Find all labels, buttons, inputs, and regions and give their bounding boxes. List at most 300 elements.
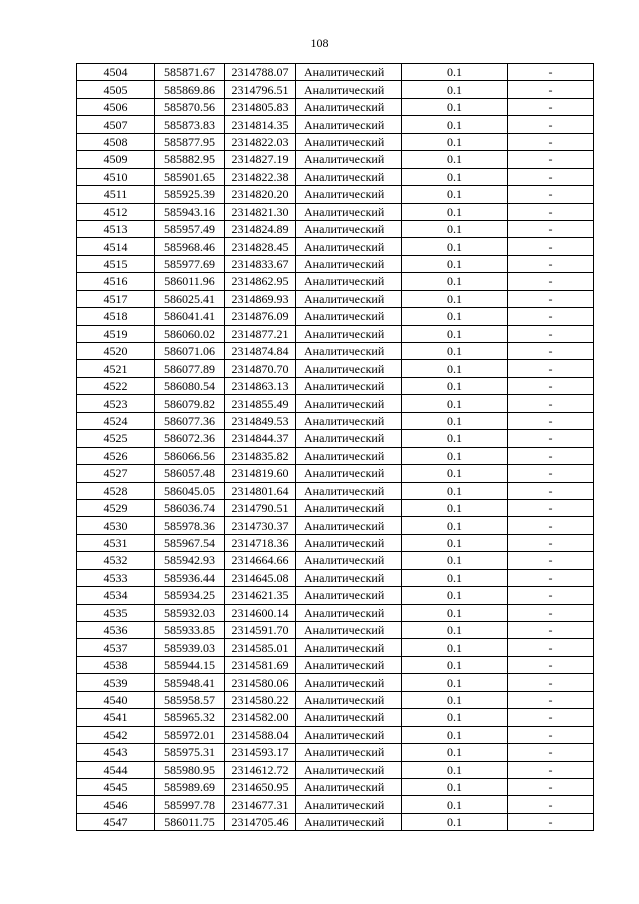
note-cell: - bbox=[508, 569, 594, 586]
accuracy-cell: 0.1 bbox=[402, 604, 508, 621]
method-cell: Аналитический bbox=[296, 726, 402, 743]
method-cell: Аналитический bbox=[296, 656, 402, 673]
accuracy-cell: 0.1 bbox=[402, 691, 508, 708]
accuracy-cell: 0.1 bbox=[402, 412, 508, 429]
accuracy-cell: 0.1 bbox=[402, 465, 508, 482]
method-cell: Аналитический bbox=[296, 569, 402, 586]
x-coordinate-cell: 585965.32 bbox=[155, 709, 225, 726]
note-cell: - bbox=[508, 447, 594, 464]
note-cell: - bbox=[508, 813, 594, 830]
point-number-cell: 4542 bbox=[77, 726, 155, 743]
method-cell: Аналитический bbox=[296, 395, 402, 412]
point-number-cell: 4547 bbox=[77, 813, 155, 830]
x-coordinate-cell: 586057.48 bbox=[155, 465, 225, 482]
y-coordinate-cell: 2314582.00 bbox=[225, 709, 296, 726]
table-row bbox=[77, 656, 594, 673]
note-cell: - bbox=[508, 517, 594, 534]
x-coordinate-cell: 586077.89 bbox=[155, 360, 225, 377]
note-cell: - bbox=[508, 552, 594, 569]
x-coordinate-cell: 585873.83 bbox=[155, 116, 225, 133]
accuracy-cell: 0.1 bbox=[402, 220, 508, 237]
y-coordinate-cell: 2314801.64 bbox=[225, 482, 296, 499]
table-row bbox=[77, 168, 594, 185]
table-row bbox=[77, 98, 594, 115]
table-row bbox=[77, 308, 594, 325]
accuracy-cell: 0.1 bbox=[402, 656, 508, 673]
table-row bbox=[77, 255, 594, 272]
y-coordinate-cell: 2314844.37 bbox=[225, 430, 296, 447]
method-cell: Аналитический bbox=[296, 98, 402, 115]
y-coordinate-cell: 2314650.95 bbox=[225, 778, 296, 795]
table-row bbox=[77, 186, 594, 203]
note-cell: - bbox=[508, 151, 594, 168]
note-cell: - bbox=[508, 482, 594, 499]
method-cell: Аналитический bbox=[296, 360, 402, 377]
point-number-cell: 4530 bbox=[77, 517, 155, 534]
y-coordinate-cell: 2314877.21 bbox=[225, 325, 296, 342]
point-number-cell: 4510 bbox=[77, 168, 155, 185]
x-coordinate-cell: 586011.96 bbox=[155, 273, 225, 290]
table-row bbox=[77, 709, 594, 726]
note-cell: - bbox=[508, 761, 594, 778]
note-cell: - bbox=[508, 360, 594, 377]
y-coordinate-cell: 2314677.31 bbox=[225, 796, 296, 813]
accuracy-cell: 0.1 bbox=[402, 290, 508, 307]
note-cell: - bbox=[508, 622, 594, 639]
point-number-cell: 4506 bbox=[77, 98, 155, 115]
table-row bbox=[77, 534, 594, 551]
x-coordinate-cell: 586060.02 bbox=[155, 325, 225, 342]
method-cell: Аналитический bbox=[296, 587, 402, 604]
y-coordinate-cell: 2314645.08 bbox=[225, 569, 296, 586]
table-row bbox=[77, 465, 594, 482]
note-cell: - bbox=[508, 465, 594, 482]
x-coordinate-cell: 585968.46 bbox=[155, 238, 225, 255]
point-number-cell: 4543 bbox=[77, 744, 155, 761]
note-cell: - bbox=[508, 290, 594, 307]
point-number-cell: 4529 bbox=[77, 499, 155, 516]
table-row bbox=[77, 482, 594, 499]
point-number-cell: 4517 bbox=[77, 290, 155, 307]
x-coordinate-cell: 585997.78 bbox=[155, 796, 225, 813]
y-coordinate-cell: 2314718.36 bbox=[225, 534, 296, 551]
x-coordinate-cell: 585939.03 bbox=[155, 639, 225, 656]
method-cell: Аналитический bbox=[296, 238, 402, 255]
note-cell: - bbox=[508, 709, 594, 726]
point-number-cell: 4514 bbox=[77, 238, 155, 255]
point-number-cell: 4520 bbox=[77, 343, 155, 360]
point-number-cell: 4544 bbox=[77, 761, 155, 778]
y-coordinate-cell: 2314874.84 bbox=[225, 343, 296, 360]
table-row bbox=[77, 639, 594, 656]
method-cell: Аналитический bbox=[296, 343, 402, 360]
point-number-cell: 4512 bbox=[77, 203, 155, 220]
x-coordinate-cell: 585870.56 bbox=[155, 98, 225, 115]
table-row bbox=[77, 116, 594, 133]
table-row bbox=[77, 412, 594, 429]
point-number-cell: 4524 bbox=[77, 412, 155, 429]
point-number-cell: 4519 bbox=[77, 325, 155, 342]
x-coordinate-cell: 585957.49 bbox=[155, 220, 225, 237]
table-row bbox=[77, 674, 594, 691]
y-coordinate-cell: 2314621.35 bbox=[225, 587, 296, 604]
note-cell: - bbox=[508, 796, 594, 813]
table-row bbox=[77, 726, 594, 743]
method-cell: Аналитический bbox=[296, 81, 402, 98]
point-number-cell: 4521 bbox=[77, 360, 155, 377]
x-coordinate-cell: 585972.01 bbox=[155, 726, 225, 743]
table-row bbox=[77, 377, 594, 394]
x-coordinate-cell: 585925.39 bbox=[155, 186, 225, 203]
y-coordinate-cell: 2314588.04 bbox=[225, 726, 296, 743]
method-cell: Аналитический bbox=[296, 168, 402, 185]
method-cell: Аналитический bbox=[296, 761, 402, 778]
accuracy-cell: 0.1 bbox=[402, 377, 508, 394]
table-row bbox=[77, 360, 594, 377]
y-coordinate-cell: 2314835.82 bbox=[225, 447, 296, 464]
point-number-cell: 4534 bbox=[77, 587, 155, 604]
y-coordinate-cell: 2314790.51 bbox=[225, 499, 296, 516]
note-cell: - bbox=[508, 534, 594, 551]
table-row bbox=[77, 430, 594, 447]
note-cell: - bbox=[508, 238, 594, 255]
table-row bbox=[77, 587, 594, 604]
note-cell: - bbox=[508, 639, 594, 656]
method-cell: Аналитический bbox=[296, 534, 402, 551]
x-coordinate-cell: 586045.05 bbox=[155, 482, 225, 499]
note-cell: - bbox=[508, 656, 594, 673]
method-cell: Аналитический bbox=[296, 151, 402, 168]
x-coordinate-cell: 585958.57 bbox=[155, 691, 225, 708]
note-cell: - bbox=[508, 220, 594, 237]
y-coordinate-cell: 2314855.49 bbox=[225, 395, 296, 412]
accuracy-cell: 0.1 bbox=[402, 308, 508, 325]
y-coordinate-cell: 2314828.45 bbox=[225, 238, 296, 255]
y-coordinate-cell: 2314819.60 bbox=[225, 465, 296, 482]
note-cell: - bbox=[508, 64, 594, 81]
note-cell: - bbox=[508, 430, 594, 447]
note-cell: - bbox=[508, 308, 594, 325]
point-number-cell: 4541 bbox=[77, 709, 155, 726]
table-row bbox=[77, 778, 594, 795]
y-coordinate-cell: 2314612.72 bbox=[225, 761, 296, 778]
x-coordinate-cell: 585936.44 bbox=[155, 569, 225, 586]
table-row bbox=[77, 744, 594, 761]
accuracy-cell: 0.1 bbox=[402, 499, 508, 516]
point-number-cell: 4536 bbox=[77, 622, 155, 639]
accuracy-cell: 0.1 bbox=[402, 116, 508, 133]
note-cell: - bbox=[508, 325, 594, 342]
note-cell: - bbox=[508, 273, 594, 290]
x-coordinate-cell: 585948.41 bbox=[155, 674, 225, 691]
method-cell: Аналитический bbox=[296, 377, 402, 394]
y-coordinate-cell: 2314730.37 bbox=[225, 517, 296, 534]
table-row bbox=[77, 499, 594, 516]
x-coordinate-cell: 585942.93 bbox=[155, 552, 225, 569]
table-row bbox=[77, 151, 594, 168]
y-coordinate-cell: 2314870.70 bbox=[225, 360, 296, 377]
table-row bbox=[77, 203, 594, 220]
x-coordinate-cell: 586036.74 bbox=[155, 499, 225, 516]
accuracy-cell: 0.1 bbox=[402, 569, 508, 586]
accuracy-cell: 0.1 bbox=[402, 726, 508, 743]
accuracy-cell: 0.1 bbox=[402, 674, 508, 691]
x-coordinate-cell: 585980.95 bbox=[155, 761, 225, 778]
table-row bbox=[77, 447, 594, 464]
x-coordinate-cell: 586041.41 bbox=[155, 308, 225, 325]
point-number-cell: 4526 bbox=[77, 447, 155, 464]
x-coordinate-cell: 585934.25 bbox=[155, 587, 225, 604]
point-number-cell: 4525 bbox=[77, 430, 155, 447]
x-coordinate-cell: 585944.15 bbox=[155, 656, 225, 673]
x-coordinate-cell: 586071.06 bbox=[155, 343, 225, 360]
method-cell: Аналитический bbox=[296, 447, 402, 464]
x-coordinate-cell: 586066.56 bbox=[155, 447, 225, 464]
x-coordinate-cell: 585943.16 bbox=[155, 203, 225, 220]
method-cell: Аналитический bbox=[296, 639, 402, 656]
y-coordinate-cell: 2314581.69 bbox=[225, 656, 296, 673]
y-coordinate-cell: 2314805.83 bbox=[225, 98, 296, 115]
method-cell: Аналитический bbox=[296, 604, 402, 621]
y-coordinate-cell: 2314822.38 bbox=[225, 168, 296, 185]
method-cell: Аналитический bbox=[296, 744, 402, 761]
x-coordinate-cell: 585871.67 bbox=[155, 64, 225, 81]
point-number-cell: 4545 bbox=[77, 778, 155, 795]
point-number-cell: 4535 bbox=[77, 604, 155, 621]
table-row bbox=[77, 238, 594, 255]
point-number-cell: 4537 bbox=[77, 639, 155, 656]
note-cell: - bbox=[508, 674, 594, 691]
x-coordinate-cell: 586072.36 bbox=[155, 430, 225, 447]
point-number-cell: 4540 bbox=[77, 691, 155, 708]
note-cell: - bbox=[508, 744, 594, 761]
accuracy-cell: 0.1 bbox=[402, 761, 508, 778]
x-coordinate-cell: 586077.36 bbox=[155, 412, 225, 429]
table-row bbox=[77, 64, 594, 81]
y-coordinate-cell: 2314862.95 bbox=[225, 273, 296, 290]
y-coordinate-cell: 2314814.35 bbox=[225, 116, 296, 133]
coordinates-table bbox=[76, 63, 594, 831]
point-number-cell: 4504 bbox=[77, 64, 155, 81]
method-cell: Аналитический bbox=[296, 778, 402, 795]
y-coordinate-cell: 2314876.09 bbox=[225, 308, 296, 325]
x-coordinate-cell: 585978.36 bbox=[155, 517, 225, 534]
method-cell: Аналитический bbox=[296, 517, 402, 534]
table-row bbox=[77, 133, 594, 150]
accuracy-cell: 0.1 bbox=[402, 186, 508, 203]
accuracy-cell: 0.1 bbox=[402, 255, 508, 272]
y-coordinate-cell: 2314833.67 bbox=[225, 255, 296, 272]
point-number-cell: 4539 bbox=[77, 674, 155, 691]
y-coordinate-cell: 2314585.01 bbox=[225, 639, 296, 656]
accuracy-cell: 0.1 bbox=[402, 744, 508, 761]
method-cell: Аналитический bbox=[296, 220, 402, 237]
method-cell: Аналитический bbox=[296, 499, 402, 516]
table-row bbox=[77, 220, 594, 237]
accuracy-cell: 0.1 bbox=[402, 203, 508, 220]
table-row bbox=[77, 343, 594, 360]
accuracy-cell: 0.1 bbox=[402, 709, 508, 726]
method-cell: Аналитический bbox=[296, 482, 402, 499]
note-cell: - bbox=[508, 499, 594, 516]
table-row bbox=[77, 81, 594, 98]
method-cell: Аналитический bbox=[296, 709, 402, 726]
accuracy-cell: 0.1 bbox=[402, 552, 508, 569]
table-row bbox=[77, 761, 594, 778]
page-number: 108 bbox=[310, 36, 329, 50]
x-coordinate-cell: 585869.86 bbox=[155, 81, 225, 98]
y-coordinate-cell: 2314796.51 bbox=[225, 81, 296, 98]
y-coordinate-cell: 2314863.13 bbox=[225, 377, 296, 394]
method-cell: Аналитический bbox=[296, 116, 402, 133]
point-number-cell: 4515 bbox=[77, 255, 155, 272]
point-number-cell: 4532 bbox=[77, 552, 155, 569]
accuracy-cell: 0.1 bbox=[402, 395, 508, 412]
note-cell: - bbox=[508, 778, 594, 795]
note-cell: - bbox=[508, 412, 594, 429]
x-coordinate-cell: 585977.69 bbox=[155, 255, 225, 272]
y-coordinate-cell: 2314580.06 bbox=[225, 674, 296, 691]
note-cell: - bbox=[508, 203, 594, 220]
x-coordinate-cell: 585882.95 bbox=[155, 151, 225, 168]
table-row bbox=[77, 813, 594, 830]
point-number-cell: 4507 bbox=[77, 116, 155, 133]
note-cell: - bbox=[508, 377, 594, 394]
accuracy-cell: 0.1 bbox=[402, 98, 508, 115]
method-cell: Аналитический bbox=[296, 552, 402, 569]
method-cell: Аналитический bbox=[296, 64, 402, 81]
x-coordinate-cell: 586025.41 bbox=[155, 290, 225, 307]
accuracy-cell: 0.1 bbox=[402, 238, 508, 255]
accuracy-cell: 0.1 bbox=[402, 517, 508, 534]
method-cell: Аналитический bbox=[296, 290, 402, 307]
y-coordinate-cell: 2314600.14 bbox=[225, 604, 296, 621]
method-cell: Аналитический bbox=[296, 412, 402, 429]
y-coordinate-cell: 2314869.93 bbox=[225, 290, 296, 307]
x-coordinate-cell: 586011.75 bbox=[155, 813, 225, 830]
point-number-cell: 4516 bbox=[77, 273, 155, 290]
method-cell: Аналитический bbox=[296, 674, 402, 691]
method-cell: Аналитический bbox=[296, 186, 402, 203]
note-cell: - bbox=[508, 395, 594, 412]
note-cell: - bbox=[508, 726, 594, 743]
table-body bbox=[77, 64, 594, 831]
note-cell: - bbox=[508, 691, 594, 708]
accuracy-cell: 0.1 bbox=[402, 430, 508, 447]
point-number-cell: 4505 bbox=[77, 81, 155, 98]
accuracy-cell: 0.1 bbox=[402, 447, 508, 464]
accuracy-cell: 0.1 bbox=[402, 64, 508, 81]
point-number-cell: 4522 bbox=[77, 377, 155, 394]
x-coordinate-cell: 585975.31 bbox=[155, 744, 225, 761]
x-coordinate-cell: 585932.03 bbox=[155, 604, 225, 621]
note-cell: - bbox=[508, 116, 594, 133]
method-cell: Аналитический bbox=[296, 465, 402, 482]
method-cell: Аналитический bbox=[296, 203, 402, 220]
x-coordinate-cell: 585989.69 bbox=[155, 778, 225, 795]
y-coordinate-cell: 2314580.22 bbox=[225, 691, 296, 708]
accuracy-cell: 0.1 bbox=[402, 325, 508, 342]
point-number-cell: 4509 bbox=[77, 151, 155, 168]
method-cell: Аналитический bbox=[296, 430, 402, 447]
note-cell: - bbox=[508, 255, 594, 272]
table-row bbox=[77, 796, 594, 813]
method-cell: Аналитический bbox=[296, 308, 402, 325]
table-row bbox=[77, 395, 594, 412]
point-number-cell: 4531 bbox=[77, 534, 155, 551]
table-row bbox=[77, 290, 594, 307]
table-row bbox=[77, 569, 594, 586]
accuracy-cell: 0.1 bbox=[402, 273, 508, 290]
note-cell: - bbox=[508, 81, 594, 98]
y-coordinate-cell: 2314591.70 bbox=[225, 622, 296, 639]
x-coordinate-cell: 585901.65 bbox=[155, 168, 225, 185]
table-row bbox=[77, 604, 594, 621]
accuracy-cell: 0.1 bbox=[402, 133, 508, 150]
accuracy-cell: 0.1 bbox=[402, 778, 508, 795]
accuracy-cell: 0.1 bbox=[402, 813, 508, 830]
y-coordinate-cell: 2314849.53 bbox=[225, 412, 296, 429]
point-number-cell: 4511 bbox=[77, 186, 155, 203]
point-number-cell: 4508 bbox=[77, 133, 155, 150]
accuracy-cell: 0.1 bbox=[402, 796, 508, 813]
point-number-cell: 4527 bbox=[77, 465, 155, 482]
note-cell: - bbox=[508, 186, 594, 203]
accuracy-cell: 0.1 bbox=[402, 534, 508, 551]
method-cell: Аналитический bbox=[296, 255, 402, 272]
point-number-cell: 4533 bbox=[77, 569, 155, 586]
point-number-cell: 4513 bbox=[77, 220, 155, 237]
y-coordinate-cell: 2314820.20 bbox=[225, 186, 296, 203]
accuracy-cell: 0.1 bbox=[402, 482, 508, 499]
y-coordinate-cell: 2314705.46 bbox=[225, 813, 296, 830]
table-row bbox=[77, 273, 594, 290]
table-row bbox=[77, 325, 594, 342]
accuracy-cell: 0.1 bbox=[402, 639, 508, 656]
method-cell: Аналитический bbox=[296, 273, 402, 290]
x-coordinate-cell: 586080.54 bbox=[155, 377, 225, 394]
y-coordinate-cell: 2314593.17 bbox=[225, 744, 296, 761]
y-coordinate-cell: 2314824.89 bbox=[225, 220, 296, 237]
x-coordinate-cell: 585933.85 bbox=[155, 622, 225, 639]
y-coordinate-cell: 2314664.66 bbox=[225, 552, 296, 569]
point-number-cell: 4528 bbox=[77, 482, 155, 499]
accuracy-cell: 0.1 bbox=[402, 81, 508, 98]
accuracy-cell: 0.1 bbox=[402, 360, 508, 377]
method-cell: Аналитический bbox=[296, 813, 402, 830]
note-cell: - bbox=[508, 133, 594, 150]
y-coordinate-cell: 2314821.30 bbox=[225, 203, 296, 220]
point-number-cell: 4538 bbox=[77, 656, 155, 673]
accuracy-cell: 0.1 bbox=[402, 343, 508, 360]
table-row bbox=[77, 691, 594, 708]
x-coordinate-cell: 586079.82 bbox=[155, 395, 225, 412]
accuracy-cell: 0.1 bbox=[402, 622, 508, 639]
x-coordinate-cell: 585967.54 bbox=[155, 534, 225, 551]
method-cell: Аналитический bbox=[296, 133, 402, 150]
point-number-cell: 4546 bbox=[77, 796, 155, 813]
note-cell: - bbox=[508, 98, 594, 115]
accuracy-cell: 0.1 bbox=[402, 587, 508, 604]
method-cell: Аналитический bbox=[296, 622, 402, 639]
note-cell: - bbox=[508, 587, 594, 604]
y-coordinate-cell: 2314822.03 bbox=[225, 133, 296, 150]
method-cell: Аналитический bbox=[296, 325, 402, 342]
note-cell: - bbox=[508, 604, 594, 621]
accuracy-cell: 0.1 bbox=[402, 168, 508, 185]
note-cell: - bbox=[508, 343, 594, 360]
table-row bbox=[77, 517, 594, 534]
